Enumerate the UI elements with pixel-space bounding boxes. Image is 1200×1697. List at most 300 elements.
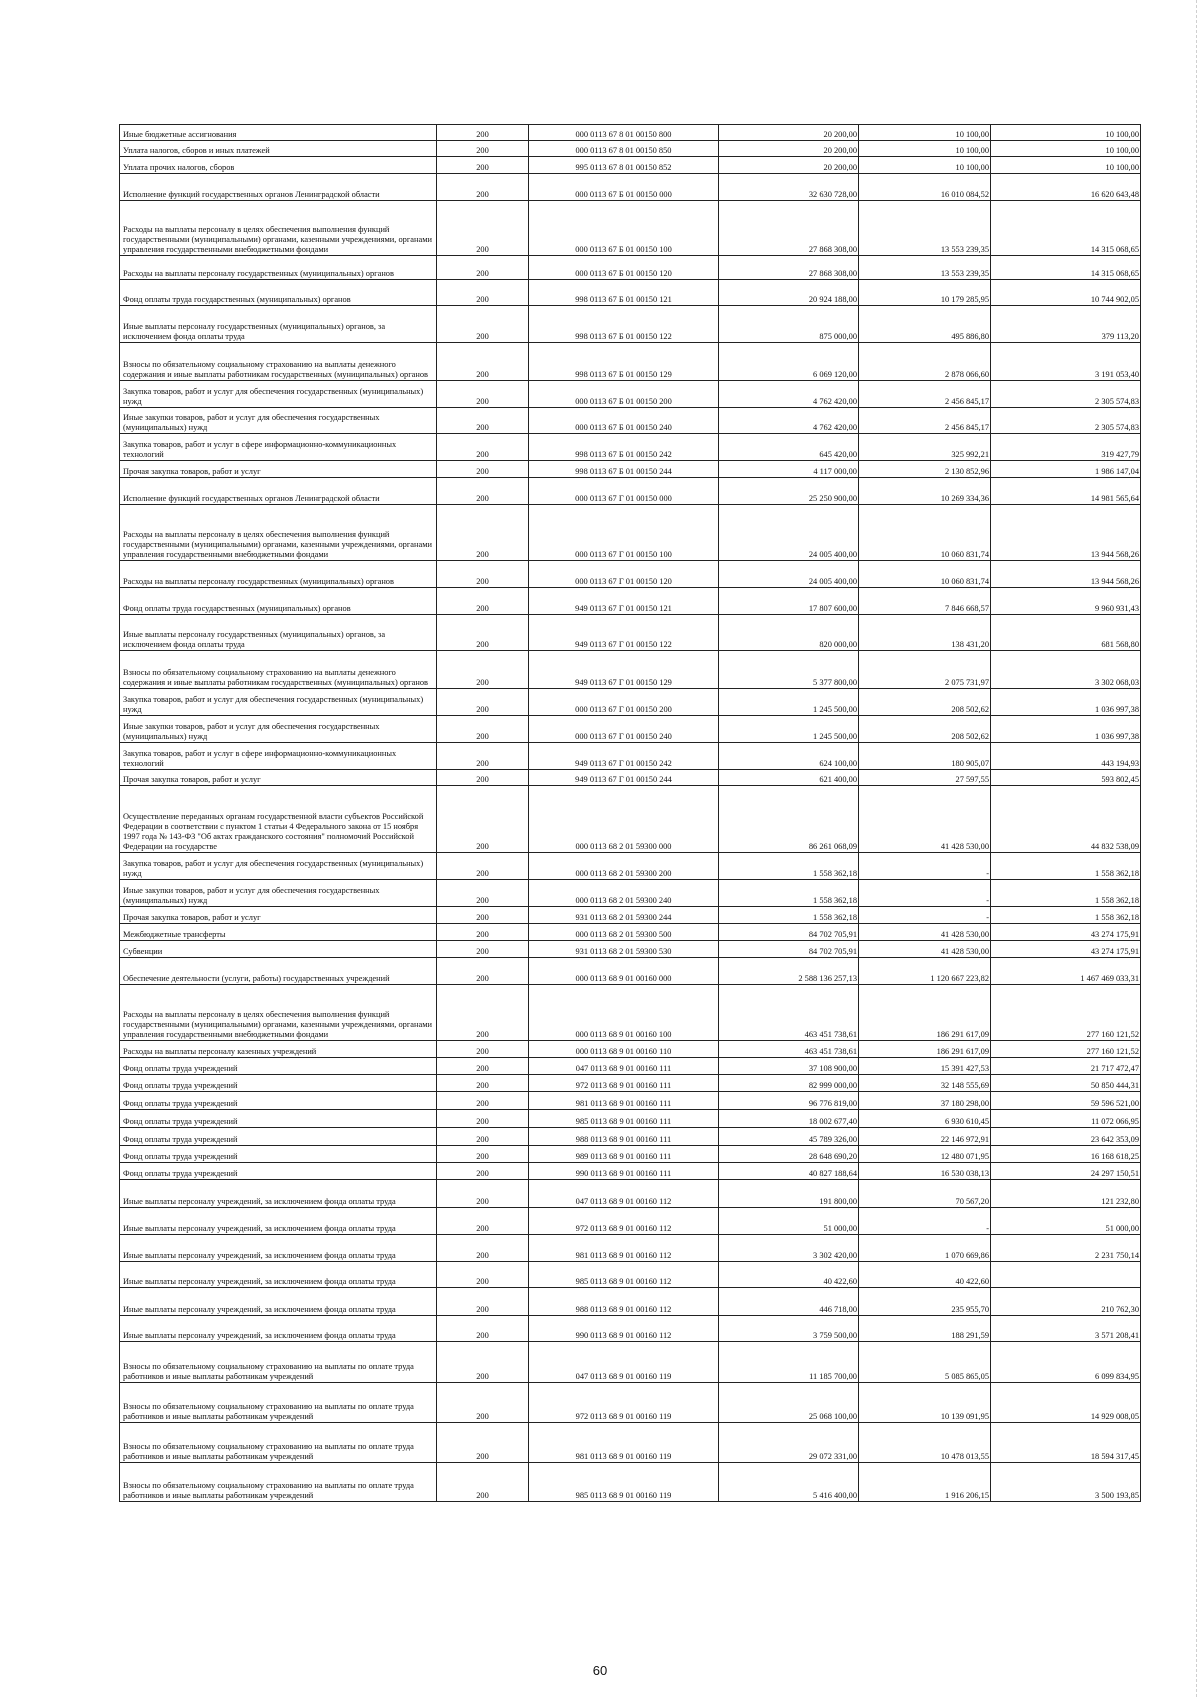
unexecuted-amount-cell: 379 113,20	[991, 306, 1141, 343]
approved-amount-cell: 6 069 120,00	[719, 343, 859, 381]
table-row	[120, 1463, 1141, 1502]
approved-amount-cell: 40 827 188,64	[719, 1163, 859, 1180]
expense-name-cell: Взносы по обязательному социальному страхованию на выплаты по оплате труда работников и иные выплаты работникам учреждений	[120, 1423, 437, 1463]
executed-amount-cell: 2 130 852,96	[859, 461, 991, 478]
table-row	[120, 478, 1141, 505]
expense-name-cell: Взносы по обязательному социальному страхованию на выплаты по оплате труда работников и иные выплаты работникам учреждений	[120, 1383, 437, 1423]
expense-name-cell: Закупка товаров, работ и услуг в сфере информационно-коммуникационных технологий	[120, 434, 437, 461]
table-row	[120, 588, 1141, 615]
executed-amount-cell: 13 553 239,35	[859, 201, 991, 256]
unexecuted-amount-cell: 18 594 317,45	[991, 1423, 1141, 1463]
approved-amount-cell: 27 868 308,00	[719, 256, 859, 280]
approved-amount-cell: 37 108 900,00	[719, 1058, 859, 1075]
approved-amount-cell: 20 924 188,00	[719, 280, 859, 306]
budget-classification-code-cell: 989 0113 68 9 01 00160 111	[529, 1146, 719, 1163]
table-row	[120, 505, 1141, 561]
expense-name-cell: Расходы на выплаты персоналу казенных учреждений	[120, 1041, 437, 1058]
line-code-cell: 200	[437, 588, 529, 615]
expense-name-cell: Уплата налогов, сборов и иных платежей	[120, 141, 437, 157]
executed-amount-cell: 10 100,00	[859, 141, 991, 157]
table-row	[120, 306, 1141, 343]
expense-name-cell: Прочая закупка товаров, работ и услуг	[120, 770, 437, 786]
approved-amount-cell: 27 868 308,00	[719, 201, 859, 256]
approved-amount-cell: 621 400,00	[719, 770, 859, 786]
budget-execution-table	[119, 124, 1141, 1502]
approved-amount-cell: 17 807 600,00	[719, 588, 859, 615]
budget-classification-code-cell: 972 0113 68 9 01 00160 111	[529, 1075, 719, 1092]
budget-classification-code-cell: 000 0113 67 Г 01 00150 200	[529, 689, 719, 716]
approved-amount-cell: 11 185 700,00	[719, 1342, 859, 1383]
executed-amount-cell: 1 916 206,15	[859, 1463, 991, 1502]
table-row	[120, 880, 1141, 907]
table-row	[120, 561, 1141, 588]
executed-amount-cell: 2 456 845,17	[859, 381, 991, 408]
executed-amount-cell: 37 180 298,00	[859, 1092, 991, 1110]
budget-classification-code-cell: 949 0113 67 Г 01 00150 242	[529, 743, 719, 770]
approved-amount-cell: 18 002 677,40	[719, 1110, 859, 1128]
unexecuted-amount-cell: 16 620 643,48	[991, 174, 1141, 201]
line-code-cell: 200	[437, 1235, 529, 1262]
line-code-cell: 200	[437, 924, 529, 941]
table-row	[120, 1128, 1141, 1146]
table-row	[120, 1235, 1141, 1262]
table-row	[120, 907, 1141, 924]
table-body	[120, 125, 1141, 1502]
table-row	[120, 716, 1141, 743]
unexecuted-amount-cell: 1 036 997,38	[991, 689, 1141, 716]
expense-name-cell: Иные выплаты персоналу учреждений, за исключением фонда оплаты труда	[120, 1180, 437, 1208]
budget-classification-code-cell: 000 0113 68 2 01 59300 500	[529, 924, 719, 941]
budget-report-sheet	[119, 124, 1140, 1502]
line-code-cell: 200	[437, 343, 529, 381]
expense-name-cell: Фонд оплаты труда учреждений	[120, 1110, 437, 1128]
unexecuted-amount-cell: 10 744 902,05	[991, 280, 1141, 306]
approved-amount-cell: 86 261 068,09	[719, 786, 859, 853]
budget-classification-code-cell: 998 0113 67 Б 01 00150 242	[529, 434, 719, 461]
table-row	[120, 1288, 1141, 1316]
table-row	[120, 941, 1141, 958]
line-code-cell: 200	[437, 1163, 529, 1180]
expense-name-cell: Исполнение функций государственных органов Ленинградской области	[120, 478, 437, 505]
budget-classification-code-cell: 000 0113 67 Г 01 00150 000	[529, 478, 719, 505]
budget-classification-code-cell: 990 0113 68 9 01 00160 112	[529, 1316, 719, 1342]
line-code-cell: 200	[437, 985, 529, 1041]
table-row	[120, 256, 1141, 280]
expense-name-cell: Фонд оплаты труда государственных (муниципальных) органов	[120, 280, 437, 306]
executed-amount-cell: 186 291 617,09	[859, 985, 991, 1041]
unexecuted-amount-cell: 14 315 068,65	[991, 201, 1141, 256]
table-row	[120, 1180, 1141, 1208]
expense-name-cell: Закупка товаров, работ и услуг в сфере информационно-коммуникационных технологий	[120, 743, 437, 770]
approved-amount-cell: 5 416 400,00	[719, 1463, 859, 1502]
approved-amount-cell: 84 702 705,91	[719, 924, 859, 941]
unexecuted-amount-cell: 10 100,00	[991, 125, 1141, 141]
unexecuted-amount-cell: 593 802,45	[991, 770, 1141, 786]
line-code-cell: 200	[437, 1316, 529, 1342]
line-code-cell: 200	[437, 408, 529, 434]
executed-amount-cell: 16 010 084,52	[859, 174, 991, 201]
table-row	[120, 1342, 1141, 1383]
expense-name-cell: Фонд оплаты труда государственных (муниципальных) органов	[120, 588, 437, 615]
line-code-cell: 200	[437, 280, 529, 306]
budget-classification-code-cell: 998 0113 67 Б 01 00150 129	[529, 343, 719, 381]
budget-classification-code-cell: 000 0113 67 Б 01 00150 200	[529, 381, 719, 408]
budget-classification-code-cell: 998 0113 67 Б 01 00150 122	[529, 306, 719, 343]
executed-amount-cell: -	[859, 880, 991, 907]
executed-amount-cell: 12 480 071,95	[859, 1146, 991, 1163]
unexecuted-amount-cell: 59 596 521,00	[991, 1092, 1141, 1110]
executed-amount-cell: 32 148 555,69	[859, 1075, 991, 1092]
table-row	[120, 1110, 1141, 1128]
approved-amount-cell: 24 005 400,00	[719, 561, 859, 588]
budget-classification-code-cell: 047 0113 68 9 01 00160 119	[529, 1342, 719, 1383]
unexecuted-amount-cell: 51 000,00	[991, 1208, 1141, 1235]
approved-amount-cell: 1 245 500,00	[719, 689, 859, 716]
expense-name-cell: Уплата прочих налогов, сборов	[120, 157, 437, 174]
unexecuted-amount-cell: 1 558 362,18	[991, 907, 1141, 924]
approved-amount-cell: 4 117 000,00	[719, 461, 859, 478]
expense-name-cell: Субвенции	[120, 941, 437, 958]
executed-amount-cell: 235 955,70	[859, 1288, 991, 1316]
expense-name-cell: Прочая закупка товаров, работ и услуг	[120, 907, 437, 924]
executed-amount-cell: 41 428 530,00	[859, 924, 991, 941]
executed-amount-cell: 27 597,55	[859, 770, 991, 786]
approved-amount-cell: 1 558 362,18	[719, 907, 859, 924]
line-code-cell: 200	[437, 689, 529, 716]
table-row	[120, 408, 1141, 434]
expense-name-cell: Иные закупки товаров, работ и услуг для обеспечения государственных (муниципальных) нужд	[120, 880, 437, 907]
expense-name-cell: Взносы по обязательному социальному страхованию на выплаты по оплате труда работников и иные выплаты работникам учреждений	[120, 1342, 437, 1383]
table-row	[120, 1262, 1141, 1288]
approved-amount-cell: 51 000,00	[719, 1208, 859, 1235]
table-row	[120, 381, 1141, 408]
table-row	[120, 461, 1141, 478]
budget-classification-code-cell: 931 0113 68 2 01 59300 530	[529, 941, 719, 958]
table-row	[120, 157, 1141, 174]
approved-amount-cell: 645 420,00	[719, 434, 859, 461]
expense-name-cell: Фонд оплаты труда учреждений	[120, 1058, 437, 1075]
unexecuted-amount-cell: 44 832 538,09	[991, 786, 1141, 853]
approved-amount-cell: 5 377 800,00	[719, 651, 859, 689]
table-row	[120, 689, 1141, 716]
approved-amount-cell: 24 005 400,00	[719, 505, 859, 561]
executed-amount-cell: 41 428 530,00	[859, 941, 991, 958]
approved-amount-cell: 1 558 362,18	[719, 880, 859, 907]
executed-amount-cell: 13 553 239,35	[859, 256, 991, 280]
table-row	[120, 853, 1141, 880]
unexecuted-amount-cell: 1 036 997,38	[991, 716, 1141, 743]
unexecuted-amount-cell: 14 315 068,65	[991, 256, 1141, 280]
budget-classification-code-cell: 949 0113 67 Г 01 00150 121	[529, 588, 719, 615]
line-code-cell: 200	[437, 434, 529, 461]
line-code-cell: 200	[437, 505, 529, 561]
executed-amount-cell: 10 060 831,74	[859, 561, 991, 588]
budget-classification-code-cell: 000 0113 67 Б 01 00150 120	[529, 256, 719, 280]
approved-amount-cell: 1 558 362,18	[719, 853, 859, 880]
budget-classification-code-cell: 988 0113 68 9 01 00160 112	[529, 1288, 719, 1316]
budget-classification-code-cell: 000 0113 68 2 01 59300 240	[529, 880, 719, 907]
unexecuted-amount-cell: 10 100,00	[991, 141, 1141, 157]
executed-amount-cell: -	[859, 1208, 991, 1235]
approved-amount-cell: 2 588 136 257,13	[719, 958, 859, 985]
budget-classification-code-cell: 931 0113 68 2 01 59300 244	[529, 907, 719, 924]
table-row	[120, 434, 1141, 461]
expense-name-cell: Взносы по обязательному социальному страхованию на выплаты по оплате труда работников и иные выплаты работникам учреждений	[120, 1463, 437, 1502]
line-code-cell: 200	[437, 880, 529, 907]
approved-amount-cell: 20 200,00	[719, 125, 859, 141]
budget-classification-code-cell: 985 0113 68 9 01 00160 119	[529, 1463, 719, 1502]
line-code-cell: 200	[437, 381, 529, 408]
expense-name-cell: Расходы на выплаты персоналу государственных (муниципальных) органов	[120, 256, 437, 280]
executed-amount-cell: 16 530 038,13	[859, 1163, 991, 1180]
budget-classification-code-cell: 998 0113 67 Б 01 00150 244	[529, 461, 719, 478]
executed-amount-cell: 10 100,00	[859, 157, 991, 174]
expense-name-cell: Взносы по обязательному социальному страхованию на выплаты денежного содержания и иные выплаты работникам государственных (муниципальных) органов	[120, 343, 437, 381]
unexecuted-amount-cell: 277 160 121,52	[991, 1041, 1141, 1058]
table-row	[120, 985, 1141, 1041]
executed-amount-cell: 495 886,80	[859, 306, 991, 343]
budget-classification-code-cell: 047 0113 68 9 01 00160 111	[529, 1058, 719, 1075]
expense-name-cell: Фонд оплаты труда учреждений	[120, 1128, 437, 1146]
table-row	[120, 125, 1141, 141]
unexecuted-amount-cell: 14 981 565,64	[991, 478, 1141, 505]
expense-name-cell: Фонд оплаты труда учреждений	[120, 1163, 437, 1180]
executed-amount-cell: 188 291,59	[859, 1316, 991, 1342]
unexecuted-amount-cell: 43 274 175,91	[991, 924, 1141, 941]
line-code-cell: 200	[437, 958, 529, 985]
expense-name-cell: Иные выплаты персоналу учреждений, за исключением фонда оплаты труда	[120, 1208, 437, 1235]
line-code-cell: 200	[437, 201, 529, 256]
unexecuted-amount-cell: 681 568,80	[991, 615, 1141, 651]
approved-amount-cell: 82 999 000,00	[719, 1075, 859, 1092]
unexecuted-amount-cell: 1 558 362,18	[991, 880, 1141, 907]
executed-amount-cell: 2 878 066,60	[859, 343, 991, 381]
line-code-cell: 200	[437, 615, 529, 651]
unexecuted-amount-cell: 2 305 574,83	[991, 408, 1141, 434]
line-code-cell: 200	[437, 1146, 529, 1163]
table-row	[120, 174, 1141, 201]
table-row	[120, 141, 1141, 157]
approved-amount-cell: 4 762 420,00	[719, 408, 859, 434]
page-number: 60	[592, 1663, 608, 1678]
expense-name-cell: Осуществление переданных органам государственной власти субъектов Российской Федерации в соответствии с пунктом 1 статьи 4 Федерального закона от 15 ноября 1997 года № 143-ФЗ "Об актах гражданского состояния" полномочий Российской Федерации на государстве	[120, 786, 437, 853]
budget-classification-code-cell: 000 0113 68 9 01 00160 100	[529, 985, 719, 1041]
unexecuted-amount-cell: 210 762,30	[991, 1288, 1141, 1316]
line-code-cell: 200	[437, 941, 529, 958]
expense-name-cell: Расходы на выплаты персоналу в целях обеспечения выполнения функций государственными (муниципальными) органами, казенными учреждениями, органами управления государственными внебюджетными фондами	[120, 201, 437, 256]
line-code-cell: 200	[437, 716, 529, 743]
executed-amount-cell: -	[859, 907, 991, 924]
budget-classification-code-cell: 000 0113 67 8 01 00150 850	[529, 141, 719, 157]
table-row	[120, 770, 1141, 786]
expense-name-cell: Иные выплаты персоналу учреждений, за исключением фонда оплаты труда	[120, 1288, 437, 1316]
budget-classification-code-cell: 972 0113 68 9 01 00160 112	[529, 1208, 719, 1235]
approved-amount-cell: 4 762 420,00	[719, 381, 859, 408]
unexecuted-amount-cell: 14 929 008,05	[991, 1383, 1141, 1423]
table-row	[120, 1208, 1141, 1235]
approved-amount-cell: 20 200,00	[719, 157, 859, 174]
executed-amount-cell: 186 291 617,09	[859, 1041, 991, 1058]
executed-amount-cell: -	[859, 853, 991, 880]
executed-amount-cell: 40 422,60	[859, 1262, 991, 1288]
approved-amount-cell: 1 245 500,00	[719, 716, 859, 743]
executed-amount-cell: 10 478 013,55	[859, 1423, 991, 1463]
line-code-cell: 200	[437, 157, 529, 174]
executed-amount-cell: 22 146 972,91	[859, 1128, 991, 1146]
table-row	[120, 924, 1141, 941]
table-row	[120, 651, 1141, 689]
expense-name-cell: Закупка товаров, работ и услуг для обеспечения государственных (муниципальных) нужд	[120, 381, 437, 408]
table-row	[120, 1163, 1141, 1180]
budget-classification-code-cell: 000 0113 68 2 01 59300 200	[529, 853, 719, 880]
expense-name-cell: Прочая закупка товаров, работ и услуг	[120, 461, 437, 478]
executed-amount-cell: 6 930 610,45	[859, 1110, 991, 1128]
table-row	[120, 1092, 1141, 1110]
line-code-cell: 200	[437, 1262, 529, 1288]
line-code-cell: 200	[437, 125, 529, 141]
executed-amount-cell: 10 179 285,95	[859, 280, 991, 306]
approved-amount-cell: 29 072 331,00	[719, 1423, 859, 1463]
approved-amount-cell: 96 776 819,00	[719, 1092, 859, 1110]
approved-amount-cell: 25 250 900,00	[719, 478, 859, 505]
expense-name-cell: Расходы на выплаты персоналу в целях обеспечения выполнения функций государственными (муниципальными) органами, казенными учреждениями, органами управления государственными внебюджетными фондами	[120, 985, 437, 1041]
budget-classification-code-cell: 000 0113 67 Г 01 00150 240	[529, 716, 719, 743]
unexecuted-amount-cell: 11 072 066,95	[991, 1110, 1141, 1128]
budget-classification-code-cell: 000 0113 67 Г 01 00150 100	[529, 505, 719, 561]
table-row	[120, 743, 1141, 770]
budget-classification-code-cell: 000 0113 68 9 01 00160 110	[529, 1041, 719, 1058]
executed-amount-cell: 15 391 427,53	[859, 1058, 991, 1075]
line-code-cell: 200	[437, 141, 529, 157]
table-row	[120, 786, 1141, 853]
table-row	[120, 201, 1141, 256]
line-code-cell: 200	[437, 1423, 529, 1463]
unexecuted-amount-cell: 16 168 618,25	[991, 1146, 1141, 1163]
executed-amount-cell: 5 085 865,05	[859, 1342, 991, 1383]
budget-classification-code-cell: 000 0113 67 8 01 00150 800	[529, 125, 719, 141]
expense-name-cell: Иные выплаты персоналу учреждений, за исключением фонда оплаты труда	[120, 1235, 437, 1262]
executed-amount-cell: 2 075 731,97	[859, 651, 991, 689]
budget-classification-code-cell: 995 0113 67 8 01 00150 852	[529, 157, 719, 174]
line-code-cell: 200	[437, 1383, 529, 1423]
approved-amount-cell: 446 718,00	[719, 1288, 859, 1316]
line-code-cell: 200	[437, 1041, 529, 1058]
budget-classification-code-cell: 972 0113 68 9 01 00160 119	[529, 1383, 719, 1423]
executed-amount-cell: 1 120 667 223,82	[859, 958, 991, 985]
expense-name-cell: Закупка товаров, работ и услуг для обеспечения государственных (муниципальных) нужд	[120, 689, 437, 716]
line-code-cell: 200	[437, 853, 529, 880]
executed-amount-cell: 208 502,62	[859, 689, 991, 716]
table-row	[120, 1383, 1141, 1423]
budget-classification-code-cell: 981 0113 68 9 01 00160 111	[529, 1092, 719, 1110]
budget-classification-code-cell: 000 0113 68 2 01 59300 000	[529, 786, 719, 853]
approved-amount-cell: 20 200,00	[719, 141, 859, 157]
approved-amount-cell: 28 648 690,20	[719, 1146, 859, 1163]
line-code-cell: 200	[437, 786, 529, 853]
approved-amount-cell: 191 800,00	[719, 1180, 859, 1208]
line-code-cell: 200	[437, 651, 529, 689]
expense-name-cell: Межбюджетные трансферты	[120, 924, 437, 941]
unexecuted-amount-cell: 9 960 931,43	[991, 588, 1141, 615]
unexecuted-amount-cell: 443 194,93	[991, 743, 1141, 770]
line-code-cell: 200	[437, 174, 529, 201]
expense-name-cell: Фонд оплаты труда учреждений	[120, 1092, 437, 1110]
expense-name-cell: Взносы по обязательному социальному страхованию на выплаты денежного содержания и иные выплаты работникам государственных (муниципальных) органов	[120, 651, 437, 689]
approved-amount-cell: 624 100,00	[719, 743, 859, 770]
expense-name-cell: Иные выплаты персоналу государственных (муниципальных) органов, за исключением фонда оплаты труда	[120, 306, 437, 343]
line-code-cell: 200	[437, 770, 529, 786]
unexecuted-amount-cell	[991, 1262, 1141, 1288]
executed-amount-cell: 208 502,62	[859, 716, 991, 743]
unexecuted-amount-cell: 3 191 053,40	[991, 343, 1141, 381]
expense-name-cell: Иные выплаты персоналу учреждений, за исключением фонда оплаты труда	[120, 1262, 437, 1288]
table-row	[120, 615, 1141, 651]
expense-name-cell: Иные закупки товаров, работ и услуг для обеспечения государственных (муниципальных) нужд	[120, 716, 437, 743]
unexecuted-amount-cell: 3 302 068,03	[991, 651, 1141, 689]
budget-classification-code-cell: 949 0113 67 Г 01 00150 244	[529, 770, 719, 786]
budget-classification-code-cell: 000 0113 67 Г 01 00150 120	[529, 561, 719, 588]
line-code-cell: 200	[437, 1180, 529, 1208]
budget-classification-code-cell: 998 0113 67 Б 01 00150 121	[529, 280, 719, 306]
executed-amount-cell: 7 846 668,57	[859, 588, 991, 615]
line-code-cell: 200	[437, 907, 529, 924]
expense-name-cell: Расходы на выплаты персоналу в целях обеспечения выполнения функций государственными (муниципальными) органами, казенными учреждениями, органами управления государственными внебюджетными фондами	[120, 505, 437, 561]
line-code-cell: 200	[437, 561, 529, 588]
unexecuted-amount-cell: 1 986 147,04	[991, 461, 1141, 478]
unexecuted-amount-cell: 50 850 444,31	[991, 1075, 1141, 1092]
executed-amount-cell: 10 139 091,95	[859, 1383, 991, 1423]
approved-amount-cell: 40 422,60	[719, 1262, 859, 1288]
expense-name-cell: Расходы на выплаты персоналу государственных (муниципальных) органов	[120, 561, 437, 588]
expense-name-cell: Иные закупки товаров, работ и услуг для обеспечения государственных (муниципальных) нужд	[120, 408, 437, 434]
approved-amount-cell: 32 630 728,00	[719, 174, 859, 201]
budget-classification-code-cell: 000 0113 67 Б 01 00150 240	[529, 408, 719, 434]
line-code-cell: 200	[437, 1110, 529, 1128]
table-row	[120, 1058, 1141, 1075]
budget-classification-code-cell: 000 0113 67 Б 01 00150 000	[529, 174, 719, 201]
approved-amount-cell: 463 451 738,61	[719, 1041, 859, 1058]
approved-amount-cell: 84 702 705,91	[719, 941, 859, 958]
unexecuted-amount-cell: 3 500 193,85	[991, 1463, 1141, 1502]
executed-amount-cell: 10 100,00	[859, 125, 991, 141]
unexecuted-amount-cell: 13 944 568,26	[991, 505, 1141, 561]
unexecuted-amount-cell: 2 231 750,14	[991, 1235, 1141, 1262]
budget-classification-code-cell: 000 0113 68 9 01 00160 000	[529, 958, 719, 985]
approved-amount-cell: 3 759 500,00	[719, 1316, 859, 1342]
line-code-cell: 200	[437, 1128, 529, 1146]
expense-name-cell: Иные бюджетные ассигнования	[120, 125, 437, 141]
table-row	[120, 1423, 1141, 1463]
table-row	[120, 343, 1141, 381]
line-code-cell: 200	[437, 1342, 529, 1383]
table-row	[120, 1146, 1141, 1163]
line-code-cell: 200	[437, 256, 529, 280]
executed-amount-cell: 2 456 845,17	[859, 408, 991, 434]
line-code-cell: 200	[437, 1092, 529, 1110]
line-code-cell: 200	[437, 1058, 529, 1075]
expense-name-cell: Фонд оплаты труда учреждений	[120, 1075, 437, 1092]
line-code-cell: 200	[437, 1463, 529, 1502]
approved-amount-cell: 45 789 326,00	[719, 1128, 859, 1146]
unexecuted-amount-cell: 10 100,00	[991, 157, 1141, 174]
unexecuted-amount-cell: 1 558 362,18	[991, 853, 1141, 880]
line-code-cell: 200	[437, 1075, 529, 1092]
executed-amount-cell: 10 060 831,74	[859, 505, 991, 561]
unexecuted-amount-cell: 24 297 150,51	[991, 1163, 1141, 1180]
table-row	[120, 1041, 1141, 1058]
line-code-cell: 200	[437, 306, 529, 343]
table-row	[120, 280, 1141, 306]
